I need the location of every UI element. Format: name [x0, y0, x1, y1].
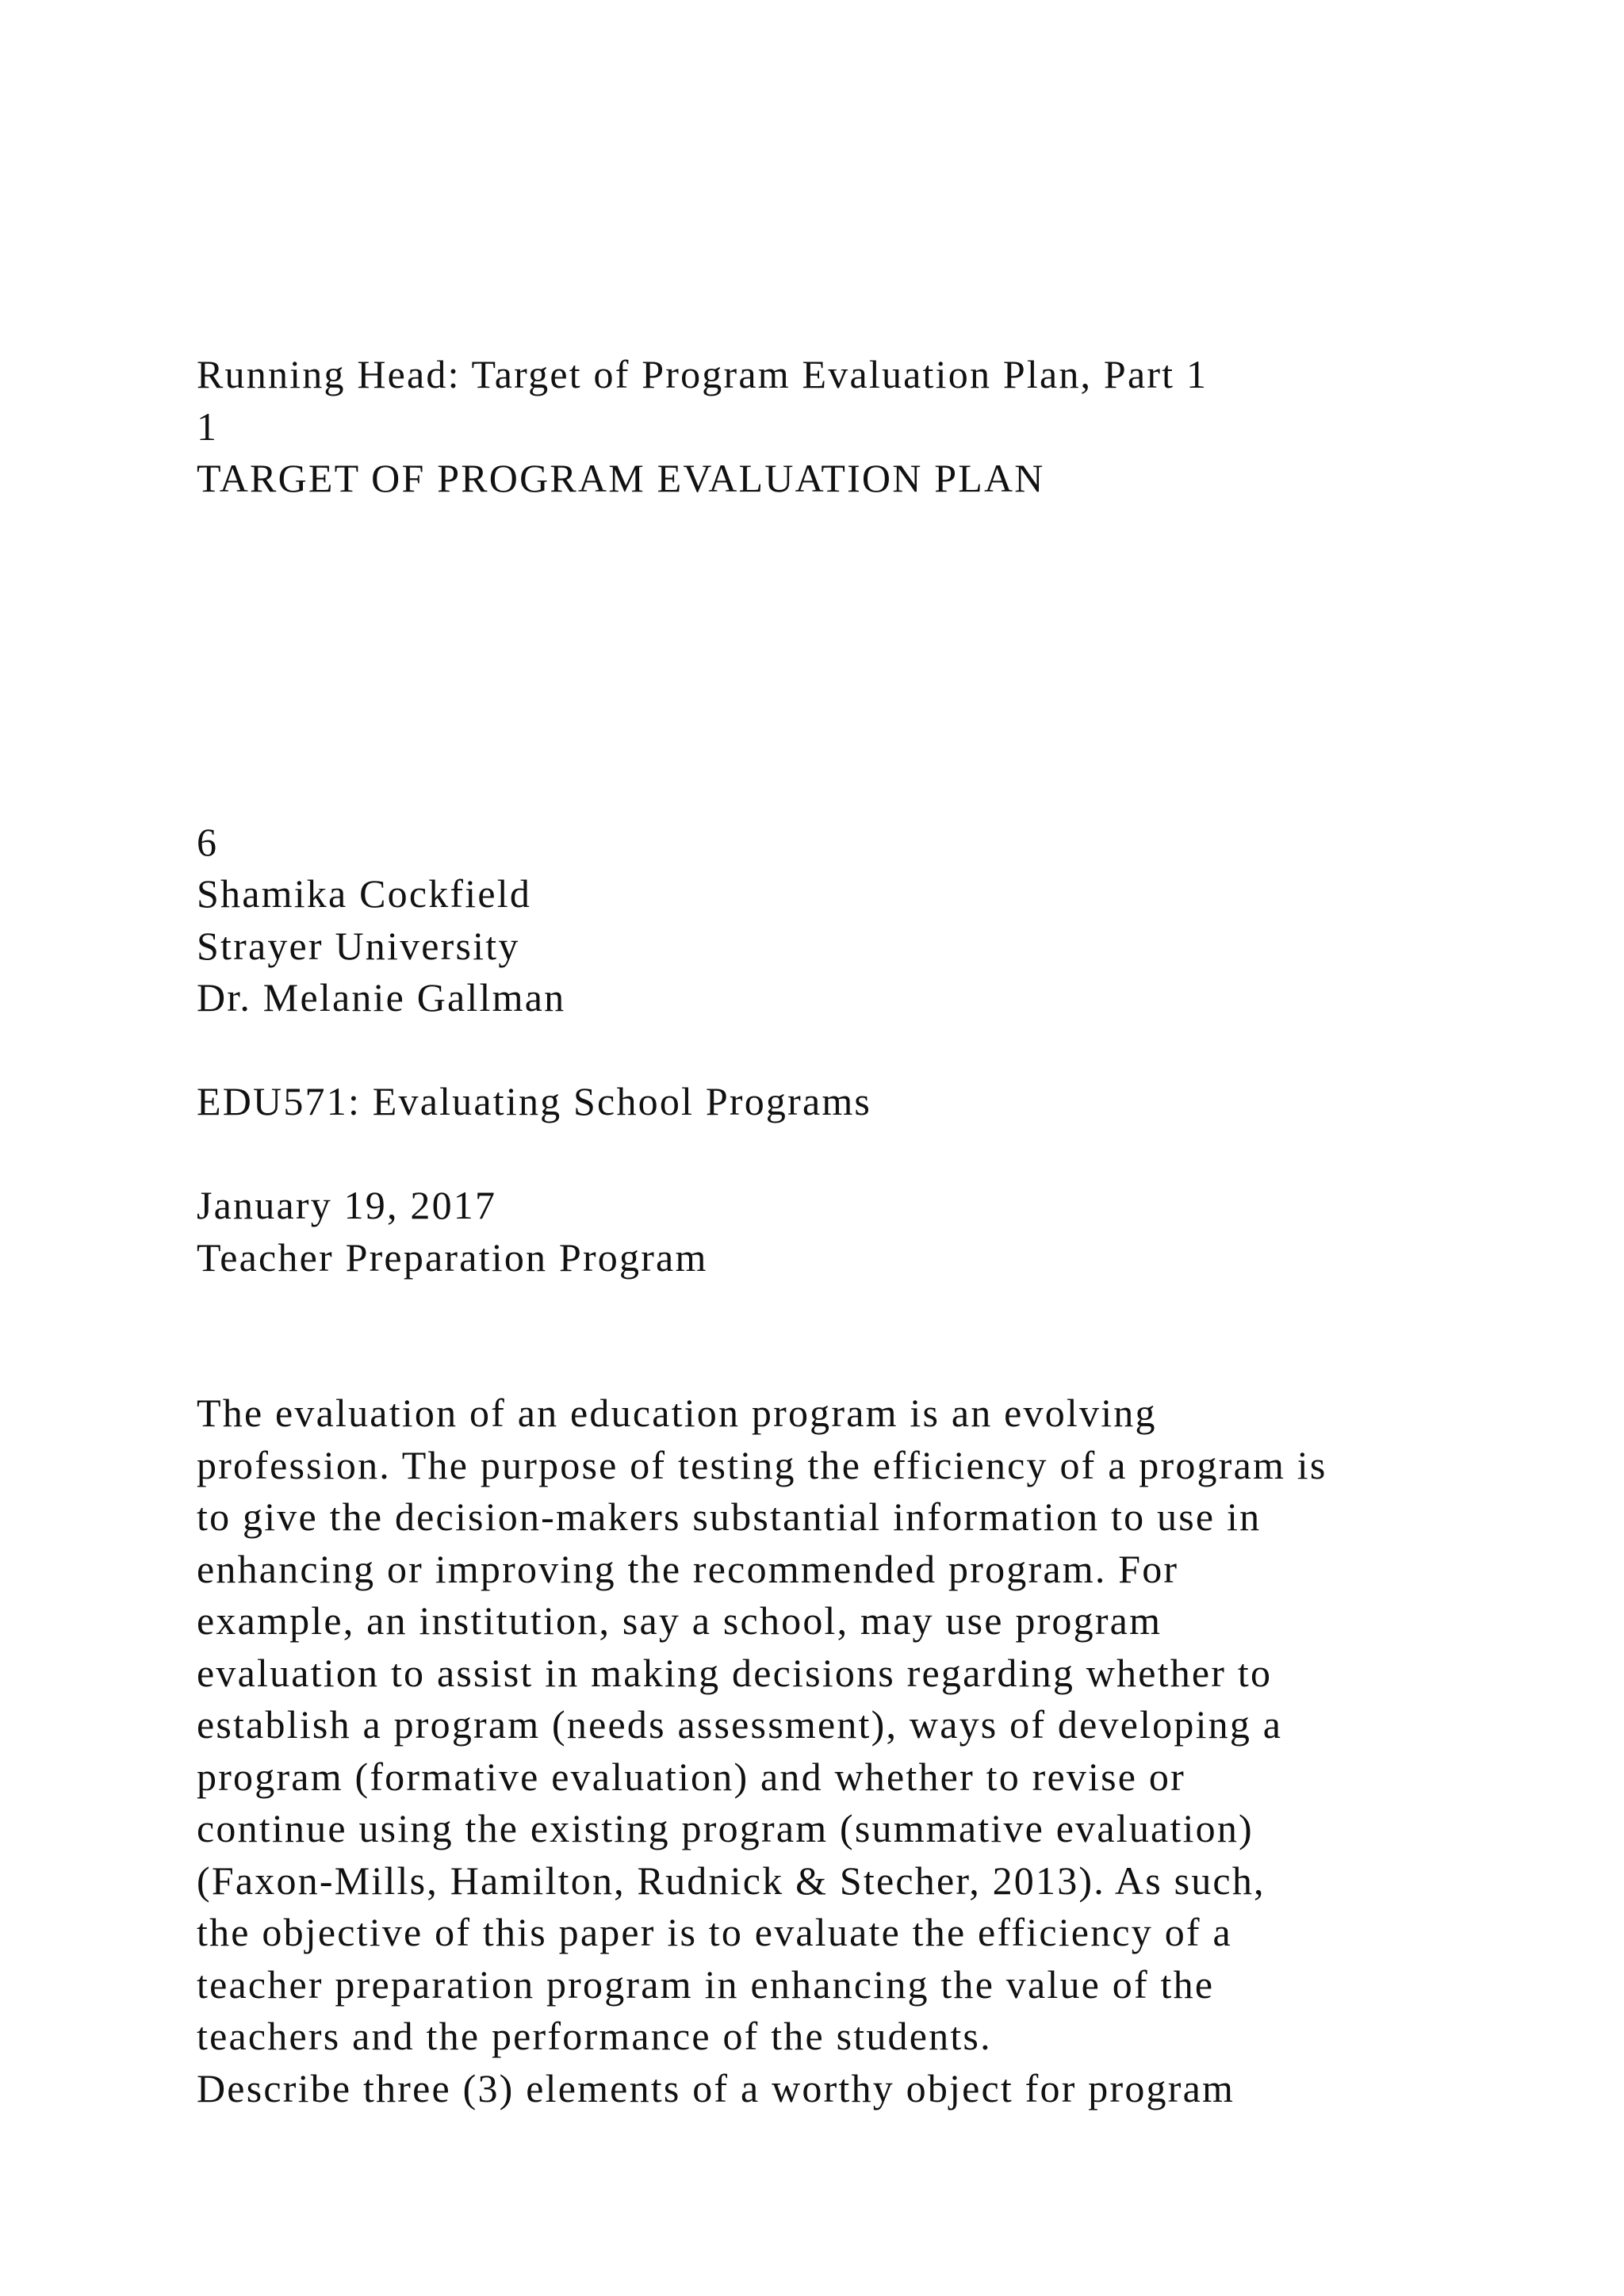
spacer [197, 1284, 1465, 1387]
paragraph-line: to give the decision-makers substantial information to use in [197, 1494, 1262, 1539]
paragraph-line: program (formative evaluation) and whether to revise or [197, 1754, 1185, 1799]
author-name: Shamika Cockfield [197, 871, 532, 916]
instructor-name: Dr. Melanie Gallman [197, 975, 566, 1020]
running-head: Running Head: Target of Program Evaluation Plan, Part 1 [197, 352, 1208, 396]
paragraph-line: establish a program (needs assessment), ways of developing a [197, 1702, 1283, 1747]
page-number: 6 [197, 819, 219, 864]
paragraph-line: enhancing or improving the recommended program. For [197, 1546, 1179, 1591]
spacer [197, 505, 1465, 817]
paragraph-line: continue using the existing program (summative evaluation) [197, 1806, 1254, 1850]
institution-name: Strayer University [197, 923, 520, 968]
paragraph-line: example, an institution, say a school, may use program [197, 1598, 1162, 1643]
paragraph-line: teacher preparation program in enhancing the value of the [197, 1961, 1215, 2007]
title-caps: TARGET OF PROGRAM EVALUATION PLAN [197, 456, 1045, 500]
paragraph-line: profession. The purpose of testing the efficiency of a program is [197, 1442, 1327, 1487]
paragraph-line: teachers and the performance of the students. [197, 2014, 992, 2058]
document-date: January 19, 2017 [197, 1183, 497, 1227]
intro-paragraph [197, 1387, 1465, 2063]
document-content [197, 349, 1465, 2114]
spacer [197, 1128, 1465, 1181]
spacer [197, 1024, 1465, 1077]
paragraph-line: (Faxon-Mills, Hamilton, Rudnick & Stecher, 2013). As such, [197, 1858, 1266, 1903]
document-topic: Teacher Preparation Program [197, 1234, 708, 1280]
paragraph-line: evaluation to assist in making decisions regarding whether to [197, 1650, 1273, 1695]
paragraph-line: the objective of this paper is to evaluate the efficiency of a [197, 1910, 1232, 1954]
course-name: EDU571: Evaluating School Programs [197, 1079, 872, 1123]
page-number-top: 1 [197, 404, 219, 449]
section-heading: Describe three (3) elements of a worthy object for program [197, 2065, 1235, 2110]
paragraph-line: The evaluation of an education program is an evolving [197, 1391, 1157, 1435]
